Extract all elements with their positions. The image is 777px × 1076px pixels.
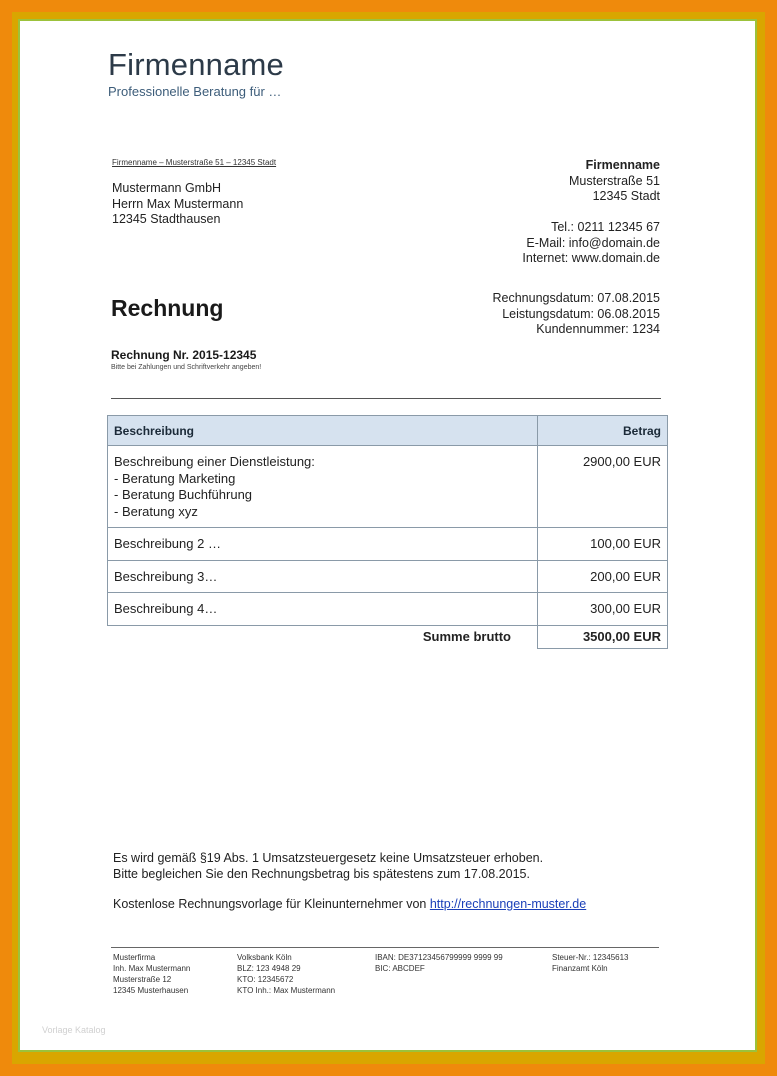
table-row <box>108 560 668 593</box>
row-description: Beschreibung 2 … <box>108 528 538 561</box>
row-amount: 300,00 EUR <box>538 593 668 626</box>
template-link[interactable]: http://rechnungen-muster.de <box>429 897 587 911</box>
sender-contact <box>522 220 660 267</box>
customer-number: Kundennummer: 1234 <box>536 322 660 336</box>
row-description: Beschreibung 3… <box>108 560 538 593</box>
footer-line: Musterfirma <box>113 953 156 962</box>
service-date: Leistungsdatum: 06.08.2015 <box>502 306 660 321</box>
sender-phone: Tel.: 0211 12345 67 <box>551 220 660 234</box>
footer-line: Steuer-Nr.: 12345613 <box>552 953 629 962</box>
invoice-dates <box>493 291 661 338</box>
column-header-amount: Betrag <box>538 416 668 446</box>
divider <box>111 398 661 399</box>
table-row <box>108 593 668 626</box>
recipient-line: Mustermann GmbH <box>112 181 222 195</box>
company-name-heading: Firmenname <box>108 47 284 82</box>
table-row <box>108 446 668 528</box>
items-table <box>107 415 668 649</box>
row-description <box>108 446 538 528</box>
row-amount: 2900,00 EUR <box>538 446 668 528</box>
footer-line: Musterstraße 12 <box>113 975 172 984</box>
footer-company <box>113 952 190 996</box>
row-amount: 200,00 EUR <box>538 560 668 593</box>
invoice-page <box>18 19 757 1052</box>
tax-note <box>113 850 543 882</box>
document-title: Rechnung <box>111 295 224 321</box>
column-header-description: Beschreibung <box>108 416 538 446</box>
invoice-number-hint: Bitte bei Zahlungen und Schriftverkehr angeben! <box>111 364 262 371</box>
table-row <box>108 528 668 561</box>
sender-email: E-Mail: info@domain.de <box>526 235 660 250</box>
sender-name: Firmenname <box>585 158 660 172</box>
total-row <box>108 625 668 648</box>
footer-line: KTO: 12345672 <box>237 975 294 984</box>
description-line: - Beratung Buchführung <box>114 487 253 502</box>
sender-city: 12345 Stadt <box>592 189 660 203</box>
company-tagline: Professionelle Beratung für … <box>108 84 282 99</box>
footer-tax <box>552 952 629 974</box>
footer-divider <box>111 947 659 948</box>
template-note-text: Kostenlose Rechnungsvorlage für Kleinunternehmer von <box>113 897 430 911</box>
sender-address <box>569 158 660 205</box>
footer-line: IBAN: DE37123456799999 9999 99 <box>375 953 503 962</box>
footer-line: Volksbank Köln <box>237 953 292 962</box>
sender-street: Musterstraße 51 <box>568 173 660 188</box>
description-line: - Beratung xyz <box>114 503 198 519</box>
sender-return-address: Firmenname – Musterstraße 51 – 12345 Stadt <box>112 158 277 167</box>
row-amount: 100,00 EUR <box>538 528 668 561</box>
invoice-number: Rechnung Nr. 2015-12345 <box>111 348 257 362</box>
watermark: Vorlage Katalog <box>42 1025 106 1035</box>
footer-iban <box>375 952 503 974</box>
total-label: Summe brutto <box>422 629 511 645</box>
recipient-address <box>112 181 243 228</box>
description-line: - Beratung Marketing <box>114 470 236 486</box>
row-description: Beschreibung 4… <box>108 593 538 626</box>
recipient-line: Herrn Max Mustermann <box>112 196 244 211</box>
invoice-date: Rechnungsdatum: 07.08.2015 <box>492 291 660 305</box>
footer-line: KTO Inh.: Max Mustermann <box>237 986 336 995</box>
total-amount: 3500,00 EUR <box>538 625 668 648</box>
footer-line: 12345 Musterhausen <box>113 986 189 995</box>
footer-bank <box>237 952 335 996</box>
sender-internet: Internet: www.domain.de <box>522 251 660 265</box>
recipient-line: 12345 Stadthausen <box>112 212 221 226</box>
footer-line: BLZ: 123 4948 29 <box>237 964 301 973</box>
footer-line: Finanzamt Köln <box>552 964 608 973</box>
payment-due-line: Bitte begleichen Sie den Rechnungsbetrag bis spätestens zum 17.08.2015. <box>113 867 530 881</box>
footer-line: Inh. Max Mustermann <box>113 964 191 973</box>
description-line: Beschreibung einer Dienstleistung: <box>114 454 315 469</box>
tax-note-line: Es wird gemäß §19 Abs. 1 Umsatzsteuergesetz keine Umsatzsteuer erhoben. <box>113 851 544 865</box>
footer-line: BIC: ABCDEF <box>375 964 425 973</box>
template-note <box>113 897 586 911</box>
